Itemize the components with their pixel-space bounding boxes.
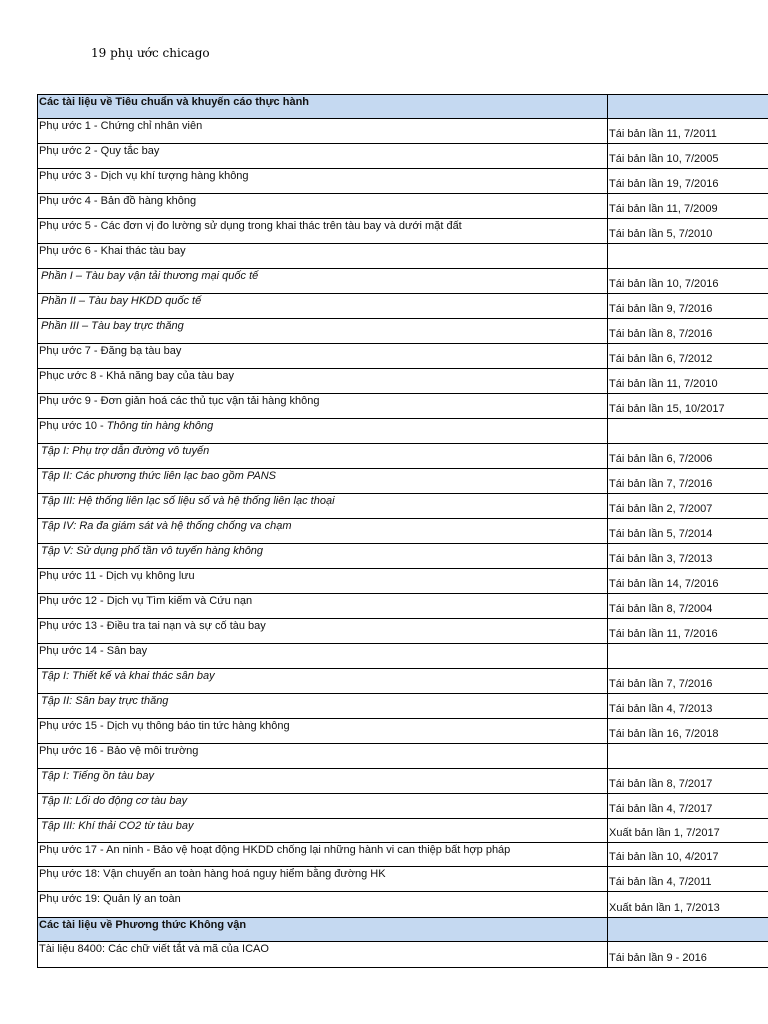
edition-cell: Tái bản lần 11, 7/2009 bbox=[608, 194, 768, 219]
table-row bbox=[38, 669, 768, 694]
table-row bbox=[38, 419, 768, 444]
edition-cell: Tái bản lần 9, 7/2016 bbox=[608, 294, 768, 319]
document-name: Phần I – Tàu bay vận tải thương mại quốc tế bbox=[38, 269, 608, 294]
document-name: Phụ ước 14 - Sân bay bbox=[38, 644, 608, 669]
document-name: Phụ ước 11 - Dịch vụ không lưu bbox=[38, 569, 608, 594]
table-row bbox=[38, 219, 768, 244]
table-row bbox=[38, 843, 768, 867]
edition-cell: Tái bản lần 11, 7/2011 bbox=[608, 119, 768, 144]
table-row bbox=[38, 394, 768, 419]
document-name: Phụ ước 5 - Các đơn vị đo lường sử dụng trong khai thác trên tàu bay và dưới mặt đất bbox=[38, 219, 608, 244]
edition-cell: Tái bản lần 10, 4/2017 bbox=[608, 843, 768, 867]
table-row bbox=[38, 569, 768, 594]
document-name: Phụ ước 15 - Dịch vụ thông báo tin tức hàng không bbox=[38, 719, 608, 744]
document-name: Phụ ước 9 - Đơn giản hoá các thủ tục vận tải hàng không bbox=[38, 394, 608, 419]
document-name: Phụ ước 4 - Bản đồ hàng không bbox=[38, 194, 608, 219]
document-name: Phụ ước 3 - Dịch vụ khí tượng hàng không bbox=[38, 169, 608, 194]
document-name: Tập IV: Ra đa giám sát và hệ thống chống va chạm bbox=[38, 519, 608, 544]
table-row bbox=[38, 619, 768, 644]
document-name: Tài liệu 8400: Các chữ viết tắt và mã của ICAO bbox=[38, 942, 608, 968]
table-row bbox=[38, 144, 768, 169]
edition-cell: Xuất bản lần 1, 7/2017 bbox=[608, 819, 768, 843]
table-row bbox=[38, 644, 768, 669]
table-row bbox=[38, 469, 768, 494]
edition-cell: Tái bản lần 7, 7/2016 bbox=[608, 669, 768, 694]
edition-cell: Xuất bản lần 1, 7/2013 bbox=[608, 892, 768, 918]
table-row bbox=[38, 169, 768, 194]
edition-cell: Tái bản lần 11, 7/2016 bbox=[608, 619, 768, 644]
document-name: Phụ ước 18: Vận chuyển an toàn hàng hoá nguy hiểm bằng đường HK bbox=[38, 867, 608, 892]
table-row bbox=[38, 694, 768, 719]
document-name: Tập II: Các phương thức liên lạc bao gồm PANS bbox=[38, 469, 608, 494]
document-name: Phụ ước 6 - Khai thác tàu bay bbox=[38, 244, 608, 269]
document-name: Tập II: Sân bay trực thăng bbox=[38, 694, 608, 719]
document-name: Phụ ước 7 - Đăng bạ tàu bay bbox=[38, 344, 608, 369]
table-row bbox=[38, 594, 768, 619]
table-row bbox=[38, 544, 768, 569]
table-row bbox=[38, 942, 768, 968]
table-row bbox=[38, 369, 768, 394]
edition-cell: Tái bản lần 15, 10/2017 bbox=[608, 394, 768, 419]
edition-cell: Tái bản lần 7, 7/2016 bbox=[608, 469, 768, 494]
document-title: 19 phụ ước chicago bbox=[91, 46, 210, 60]
document-name: Phụ ước 16 - Bảo vệ môi trường bbox=[38, 744, 608, 769]
document-name-italic: Thông tin hàng không bbox=[106, 420, 214, 432]
document-name: Phụ ước 2 - Quy tắc bay bbox=[38, 144, 608, 169]
document-name: Tập I: Thiết kế và khai thác sân bay bbox=[38, 669, 608, 694]
edition-cell: Tái bản lần 5, 7/2014 bbox=[608, 519, 768, 544]
document-name: Phụ ước 17 - An ninh - Bảo vệ hoạt động HKDD chống lại những hành vi can thiệp bất hợp pháp bbox=[38, 843, 608, 867]
document-name: Phụ ước 19: Quản lý an toàn bbox=[38, 892, 608, 918]
edition-cell bbox=[608, 95, 768, 119]
document-name-prefix: Phụ ước 10 - bbox=[39, 420, 107, 432]
table-row bbox=[38, 269, 768, 294]
document-name: Phụ ước 13 - Điều tra tai nạn và sự cố tàu bay bbox=[38, 619, 608, 644]
edition-cell bbox=[608, 644, 768, 669]
annex-table bbox=[37, 94, 768, 968]
document-name: Tập I: Tiếng ồn tàu bay bbox=[38, 769, 608, 794]
section-header-row bbox=[38, 95, 768, 119]
edition-cell bbox=[608, 244, 768, 269]
edition-cell: Tái bản lần 4, 7/2011 bbox=[608, 867, 768, 892]
table-row bbox=[38, 719, 768, 744]
table-row bbox=[38, 819, 768, 843]
document-name: Tập II: Lối do động cơ tàu bay bbox=[38, 794, 608, 819]
table-row bbox=[38, 519, 768, 544]
table-row bbox=[38, 319, 768, 344]
edition-cell: Tái bản lần 8, 7/2017 bbox=[608, 769, 768, 794]
document-name: Tập V: Sử dụng phổ tần vô tuyến hàng không bbox=[38, 544, 608, 569]
table-row bbox=[38, 344, 768, 369]
table-row bbox=[38, 119, 768, 144]
table-row bbox=[38, 769, 768, 794]
document-name: Tập III: Khí thải CO2 từ tàu bay bbox=[38, 819, 608, 843]
edition-cell: Tái bản lần 4, 7/2013 bbox=[608, 694, 768, 719]
document-name bbox=[38, 419, 608, 444]
document-name: Phần II – Tàu bay HKDD quốc tế bbox=[38, 294, 608, 319]
document-name: Tập I: Phụ trợ dẫn đường vô tuyến bbox=[38, 444, 608, 469]
table-row bbox=[38, 294, 768, 319]
edition-cell: Tái bản lần 6, 7/2006 bbox=[608, 444, 768, 469]
edition-cell: Tái bản lần 3, 7/2013 bbox=[608, 544, 768, 569]
document-name: Tập III: Hệ thống liên lạc số liệu số và hệ thống liên lạc thoại bbox=[38, 494, 608, 519]
table-row bbox=[38, 444, 768, 469]
table-row bbox=[38, 867, 768, 892]
edition-cell: Tái bản lần 4, 7/2017 bbox=[608, 794, 768, 819]
section-header-row bbox=[38, 918, 768, 942]
edition-cell: Tái bản lần 14, 7/2016 bbox=[608, 569, 768, 594]
edition-cell bbox=[608, 419, 768, 444]
edition-cell bbox=[608, 918, 768, 942]
table-row bbox=[38, 194, 768, 219]
table-row bbox=[38, 744, 768, 769]
table-row bbox=[38, 494, 768, 519]
table-row bbox=[38, 244, 768, 269]
edition-cell: Tái bản lần 9 - 2016 bbox=[608, 942, 768, 968]
edition-cell: Tái bản lần 2, 7/2007 bbox=[608, 494, 768, 519]
table-row bbox=[38, 794, 768, 819]
edition-cell: Tái bản lần 6, 7/2012 bbox=[608, 344, 768, 369]
table-row bbox=[38, 892, 768, 918]
edition-cell: Tái bản lần 5, 7/2010 bbox=[608, 219, 768, 244]
annex-table-body bbox=[38, 95, 768, 968]
document-name: Phụ ước 1 - Chứng chỉ nhân viên bbox=[38, 119, 608, 144]
document-name: Phục ước 8 - Khả năng bay của tàu bay bbox=[38, 369, 608, 394]
edition-cell: Tái bản lần 16, 7/2018 bbox=[608, 719, 768, 744]
edition-cell: Tái bản lần 8, 7/2004 bbox=[608, 594, 768, 619]
edition-cell: Tái bản lần 10, 7/2016 bbox=[608, 269, 768, 294]
document-name: Phần III – Tàu bay trực thăng bbox=[38, 319, 608, 344]
section-title: Các tài liệu về Phương thức Không vận bbox=[38, 918, 608, 942]
edition-cell: Tái bản lần 8, 7/2016 bbox=[608, 319, 768, 344]
document-name: Phụ ước 12 - Dịch vụ Tìm kiếm và Cứu nạn bbox=[38, 594, 608, 619]
section-title: Các tài liệu về Tiêu chuẩn và khuyến cáo thực hành bbox=[38, 95, 608, 119]
edition-cell: Tái bản lần 11, 7/2010 bbox=[608, 369, 768, 394]
edition-cell: Tái bản lần 19, 7/2016 bbox=[608, 169, 768, 194]
edition-cell: Tái bản lần 10, 7/2005 bbox=[608, 144, 768, 169]
edition-cell bbox=[608, 744, 768, 769]
